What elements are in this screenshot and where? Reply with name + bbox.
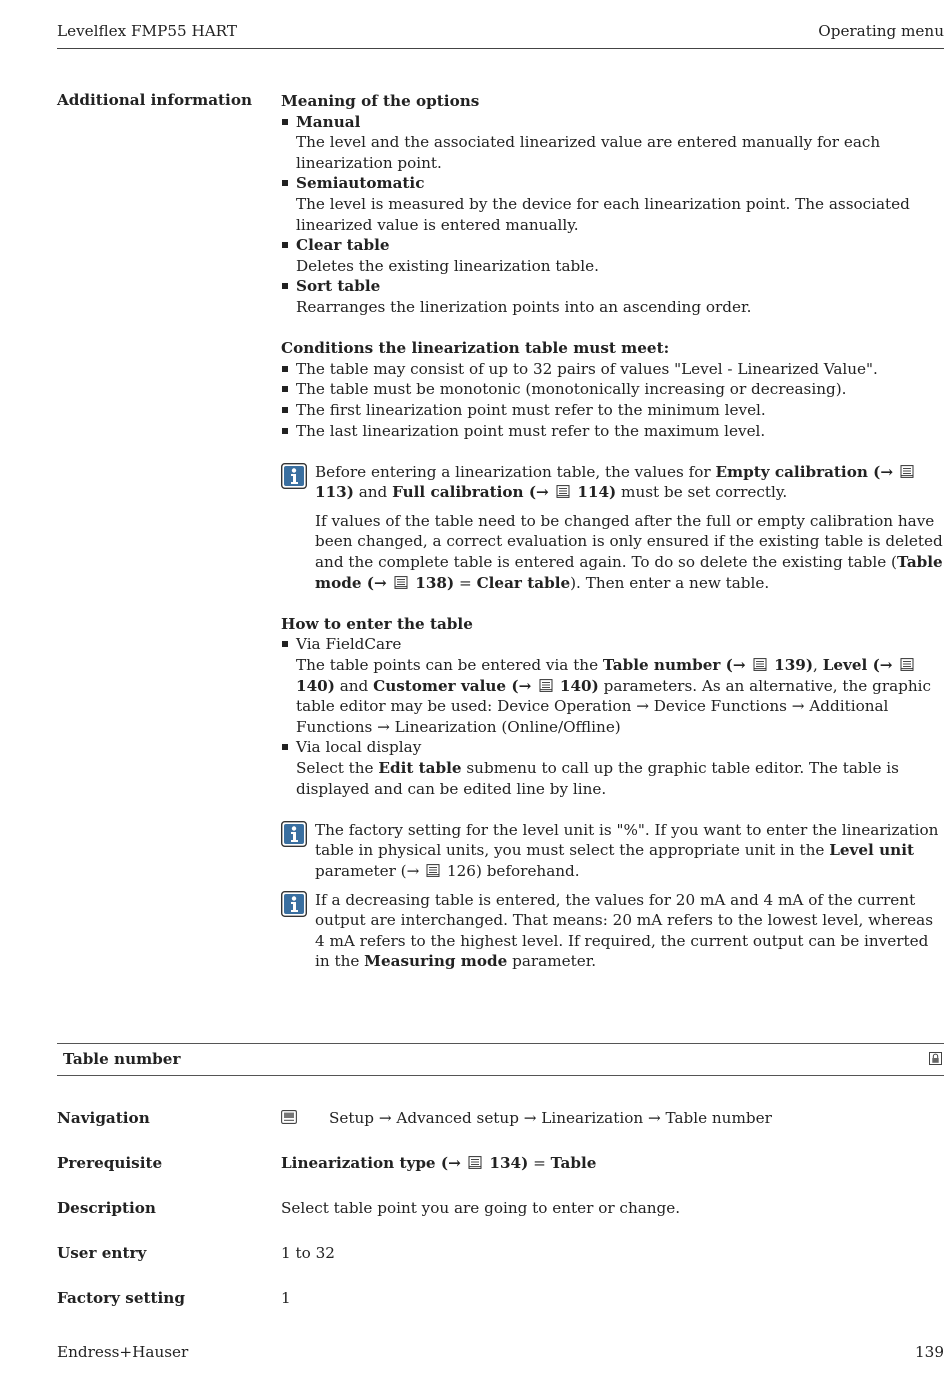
option-desc: The level is measured by the device for each linearization point. The associated linearized value is entered manually.: [296, 194, 910, 234]
info-icon: [281, 821, 307, 847]
prerequisite-label: Prerequisite: [57, 1154, 163, 1172]
option-desc: Rearranges the linerization points into an ascending order.: [296, 297, 752, 316]
option-name: Sort table: [296, 277, 381, 296]
list-item: [281, 173, 945, 235]
page-number: 139: [915, 1343, 944, 1361]
page-icon: [539, 679, 553, 692]
how-list: [281, 634, 945, 799]
page-icon: [556, 485, 570, 498]
additional-info-label: Additional information: [57, 91, 252, 109]
page-icon: [426, 864, 440, 877]
full-calibration-ref[interactable]: Full calibration: [392, 483, 524, 502]
conditions-title: Conditions the linearization table must meet:: [281, 339, 670, 358]
navigation-label: Navigation: [57, 1109, 150, 1127]
options-list: [281, 112, 945, 318]
parameter-title: Table number: [63, 1050, 181, 1068]
list-item: Via FieldCare The table points can be entered via the Table number (→ 139), Level (→ 140) and Customer value (→ 140) parameters. As an alternative, the graphic table editor may be used: Device Operation → Device Functions → Additional Functions → Linearization (Online/Offline): [281, 634, 945, 737]
list-item: Via local display Select the Edit table submenu to call up the graphic table editor. The table is displayed and can be edited line by line.: [281, 737, 945, 799]
lock-icon: [929, 1052, 942, 1065]
page-icon: [394, 576, 408, 589]
empty-calibration-ref[interactable]: Empty calibration: [715, 462, 868, 481]
page-icon: [753, 658, 767, 671]
info-icon: [281, 463, 307, 489]
list-item: The table must be monotonic (monotonically increasing or decreasing).: [281, 379, 945, 400]
prerequisite-value: Linearization type (→ 134) = Table: [281, 1154, 597, 1172]
parameter-header: [57, 1043, 944, 1076]
additional-info-content: [281, 91, 945, 972]
conditions-list: [281, 359, 945, 441]
level-unit-ref[interactable]: Level unit: [829, 841, 914, 860]
page-icon: [468, 1156, 482, 1169]
info-note-calibration: Before entering a linearization table, the values for Empty calibration (→ 113) and Full calibration (→ 114) must be set correctly. If values of the table need to be changed after the full or empty calibration have been changed, a correct evaluation is only ensured if the existing table is deleted and the complete table is entered again. To do so delete the existing table (Table mode (→ 138) = Clear table). Then enter a new table.: [281, 462, 945, 594]
info-note-level-unit: The factory setting for the level unit is "%". If you want to enter the linearization table in physical units, you must select the appropriate unit in the Level unit parameter (→ 126) beforehand.: [281, 820, 945, 882]
page-icon: [900, 465, 914, 478]
table-number-ref[interactable]: Table number (→: [602, 656, 751, 675]
info-icon: [281, 891, 307, 917]
factory-setting-value: 1: [281, 1289, 291, 1307]
user-entry-label: User entry: [57, 1244, 147, 1262]
option-name: Manual: [296, 112, 361, 131]
description-label: Description: [57, 1199, 156, 1217]
customer-value-ref[interactable]: Customer value (→: [373, 676, 537, 695]
option-desc: Deletes the existing linearization table.: [296, 256, 599, 275]
navigation-path: Setup → Advanced setup → Linearization → Table number: [329, 1109, 772, 1127]
footer-company: Endress+Hauser: [57, 1343, 189, 1361]
options-title: Meaning of the options: [281, 92, 480, 110]
section-title: Operating menu: [818, 22, 944, 40]
table-mode-ref[interactable]: Table mode: [315, 553, 943, 592]
measuring-mode-ref[interactable]: Measuring mode: [364, 952, 508, 971]
option-name: Semiautomatic: [296, 174, 425, 193]
page-header: [57, 22, 944, 49]
description-value: Select table point you are going to enter or change.: [281, 1199, 681, 1217]
user-entry-value: 1 to 32: [281, 1244, 335, 1262]
list-item: The table may consist of up to 32 pairs of values "Level - Linearized Value".: [281, 359, 945, 380]
factory-setting-label: Factory setting: [57, 1289, 185, 1307]
list-item: The last linearization point must refer to the maximum level.: [281, 421, 945, 442]
how-title: How to enter the table: [281, 614, 473, 633]
option-name: Clear table: [296, 236, 390, 255]
info-note-decreasing-table: If a decreasing table is entered, the values for 20 mA and 4 mA of the current output are interchanged. That means: 20 mA refers to the lowest level, whereas 4 mA refers to the highest level. If required, the current output can be inverted in the Measuring mode parameter.: [281, 890, 945, 972]
list-item: [281, 276, 945, 317]
option-desc: The level and the associated linearized value are entered manually for each linearization point.: [296, 133, 881, 172]
page-icon: [900, 658, 914, 671]
level-ref[interactable]: Level (→: [822, 656, 898, 675]
document-title: Levelflex FMP55 HART: [57, 22, 237, 40]
list-item: [281, 235, 945, 276]
list-item: The first linearization point must refer to the minimum level.: [281, 400, 945, 421]
edit-table-ref[interactable]: Edit table: [378, 759, 462, 777]
list-item: [281, 112, 945, 174]
display-icon: [281, 1110, 297, 1124]
